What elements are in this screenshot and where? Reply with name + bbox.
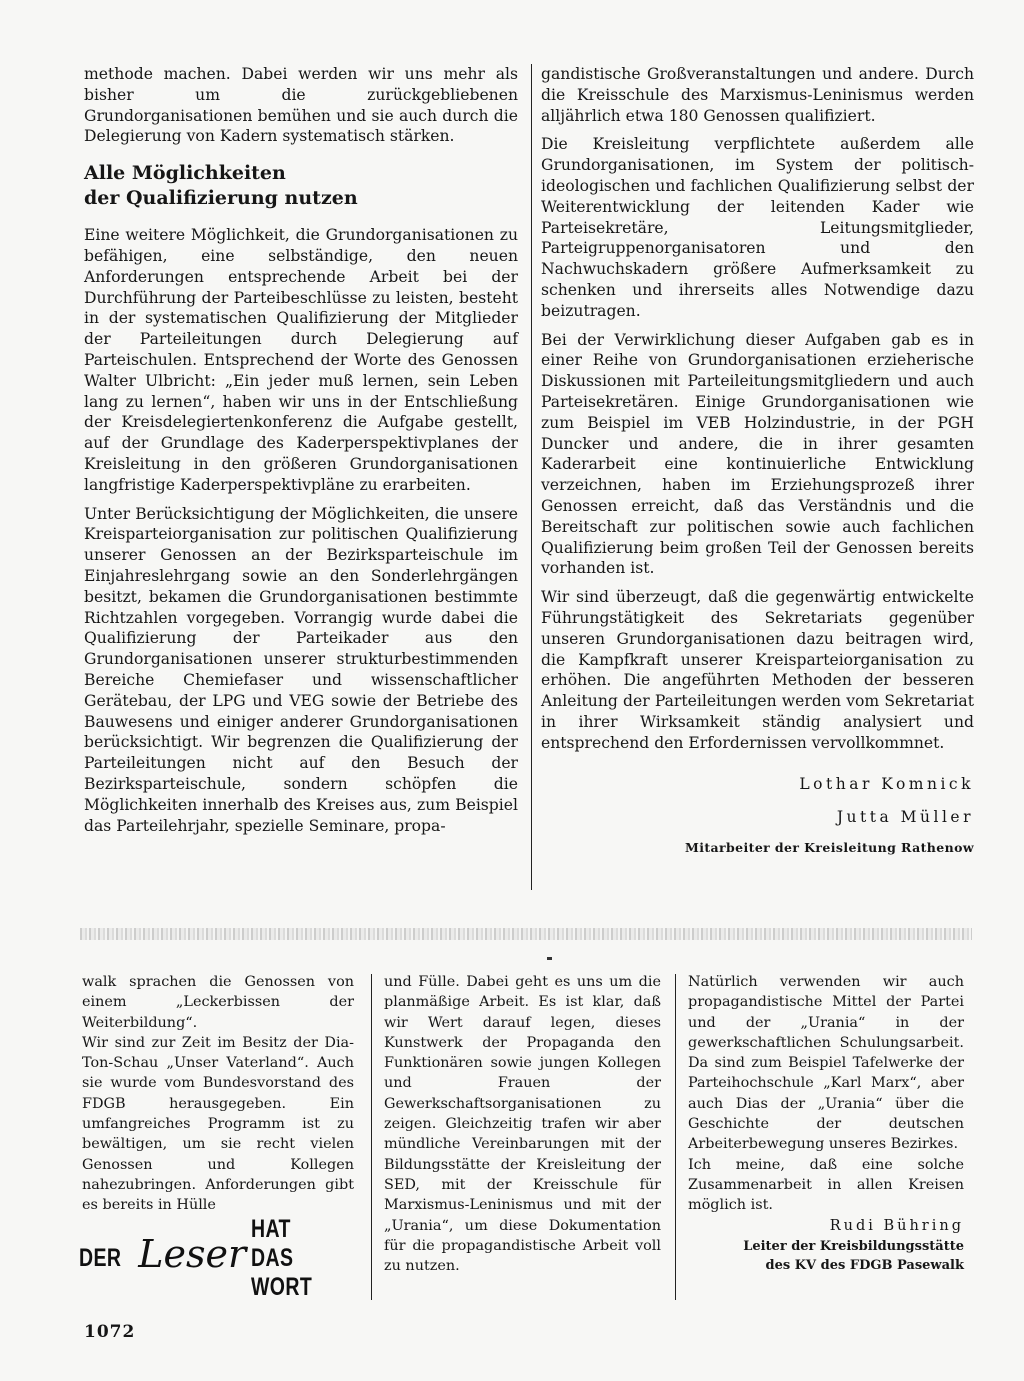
letter-paragraph: Wir sind zur Zeit im Besitz der Dia-Ton-Schau „Unser Vaterland“. Auch sie wurde vom Bundesvorstand des FDGB herausgegeben. Ein umfangreiches Programm ist zu bewältigen, um sie recht vielen Genossen und Kollegen nahezubringen. Anforderungen gibt es bereits in Hülle	[82, 1034, 354, 1214]
article-paragraph: Eine weitere Möglichkeit, die Grundorganisationen zu befähigen, eine selbständige, den neuen Anforderungen entsprechende Arbeit bei der Durchführung der Parteibeschlüsse zu leisten, besteht in der systematischen Qualifizierung der Mitglieder der Parteileitungen durch Delegierung auf Parteischulen. Entsprechend der Worte des Genossen Walter Ulbricht: „Ein jeder muß lernen, sein Leben lang zu lernen“, haben wir uns in der Entschließung der Kreisdelegiertenkonferenz die Aufgabe gestellt, auf der Grundlage des Kaderperspektivplanes der Kreisleitung in den größeren Grundorganisationen langfristige Kaderperspektivpläne zu erarbeiten.	[84, 226, 518, 494]
column-divider	[371, 974, 372, 1300]
logo-word: HAT DAS WORT	[251, 1214, 313, 1301]
author-name: Rudi Bühring	[829, 1217, 964, 1234]
letter-column-2	[384, 972, 661, 1282]
page-number: 1072	[84, 1322, 136, 1342]
separator-dot	[547, 957, 552, 960]
author-role: des KV des FDGB Pasewalk	[765, 1257, 964, 1273]
logo-script-word: Leser	[138, 1232, 247, 1276]
article-left-column	[84, 64, 518, 894]
article-right-column	[541, 64, 974, 904]
letter-column-1	[82, 972, 354, 1214]
column-divider	[675, 974, 676, 1300]
author-name: Lothar Komnick	[799, 774, 974, 793]
letter-paragraph: walk sprachen die Genossen von einem „Leckerbissen der Weiterbildung“.	[82, 974, 354, 1031]
article-paragraph: Die Kreisleitung verpflichtete außerdem alle Grundorganisationen, im System der politisch-ideologischen und fachlichen Qualifizierung selbst der Weiterentwicklung der leitenden Kader wie Parteisekretäre, Leitungsmitglieder, Parteigruppenorganisatoren und den Nachwuchskadern größere Aufmerksamkeit zu schenken und ihrerseits alles Notwendige dazu beizutragen.	[541, 135, 974, 320]
heading-line: Alle Möglichkeiten	[84, 162, 286, 185]
section-heading	[84, 161, 518, 211]
heading-line: der Qualifizierung nutzen	[84, 187, 358, 210]
letter-paragraph: Natürlich verwenden wir auch propagandistische Mittel der Partei und der „Urania“ in der gewerkschaftlichen Schulungsarbeit. Da sind zum Beispiel Tafelwerke der Parteihochschule „Karl Marx“, aber auch Dias der „Urania“ über die Geschichte der deutschen Arbeiterbewegung unseres Bezirkes.	[688, 974, 964, 1153]
section-separator	[80, 928, 972, 940]
der-leser-hat-das-wort-logo	[79, 1214, 353, 1301]
article-paragraph: Unter Berücksichtigung der Möglichkeiten, die unsere Kreisparteiorganisation zur politischen Qualifizierung unserer Genossen an der Bezirksparteischule im Einjahreslehrgang sowie an den Sonderlehrgängen besitzt, bekamen die Grundorganisationen bestimmte Richtzahlen vorgegeben. Vorrangig wurde dabei die Qualifizierung der Parteikader aus den Grundorganisationen unserer strukturbestimmenden Bereiche Chemiefaser und wissenschaftlicher Gerätebau, der LPG und VEG sowie der Betriebe des Bauwesens und einiger anderer Grundorganisationen berücksichtigt. Wir begrenzen die Qualifizierung der Parteileitungen nicht auf den Besuch der Bezirksparteischule, sondern schöpfen die Möglichkeiten innerhalb des Kreises aus, zum Beispiel das Parteilehrjahr, spezielle Seminare, propa-	[84, 504, 518, 835]
letter-column-3	[688, 972, 964, 1282]
letter-paragraph: und Fülle. Dabei geht es uns um die planmäßige Arbeit. Es ist klar, daß wir Wert darauf legen, dieses Kunstwerk der Propaganda den Funktionären sowie jungen Kollegen und Frauen der Gewerkschaftsorganisationen zu zeigen. Gleichzeitig trafen wir aber mündliche Vereinbarungen mit der Bildungsstätte der Kreisleitung der SED, mit der Kreisschule für Marxismus-Leninismus und mit der „Urania“, um diese Dokumentation für die propagandistische Arbeit voll zu nutzen.	[384, 974, 661, 1275]
column-divider	[531, 64, 532, 890]
letter-paragraph: Ich meine, daß eine solche Zusammenarbeit in allen Kreisen möglich ist.	[688, 1156, 964, 1214]
author-affiliation: Mitarbeiter der Kreisleitung Rathenow	[684, 839, 974, 855]
article-paragraph: gandistische Großveranstaltungen und andere. Durch die Kreisschule des Marxismus-Leninismus werden alljährlich etwa 180 Genossen qualifiziert.	[541, 65, 974, 125]
article-paragraph: methode machen. Dabei werden wir uns mehr als bisher um die zurückgebliebenen Grundorganisationen bemühen und sie auch durch die Delegierung von Kadern systematisch stärken.	[84, 65, 518, 146]
logo-word: DER	[79, 1243, 122, 1272]
author-name: Jutta Müller	[836, 807, 974, 826]
article-paragraph: Bei der Verwirklichung dieser Aufgaben gab es in einer Reihe von Grundorganisationen erzieherische Diskussionen mit Parteileitungsmitgliedern und auch Parteisekretären. Einige Grundorganisationen wie zum Beispiel im VEB Holzindustrie, in der PGH Duncker und andere, die in ihrer gesamten Kaderarbeit eine kontinuierliche Entwicklung verzeichnen, haben im Erziehungsprozeß ihrer Genossen erreicht, daß das Verständnis und die Bereitschaft zur politischen sowie auch fachlichen Qualifizierung beim großen Teil der Genossen bereits vorhanden ist.	[541, 330, 974, 578]
author-role: Leiter der Kreisbildungsstätte	[743, 1238, 964, 1254]
article-paragraph: Wir sind überzeugt, daß die gegenwärtig entwickelte Führungstätigkeit des Sekretariats gegenüber unseren Grundorganisationen dazu beitragen wird, die Kampfkraft unserer Kreisparteiorganisation zu erhöhen. Die angeführten Methoden der besseren Anleitung der Parteileitungen werden vom Sekretariat in ihrer Wirksamkeit ständig analysiert und entsprechend den Erfordernissen vervollkommnet.	[541, 588, 974, 752]
